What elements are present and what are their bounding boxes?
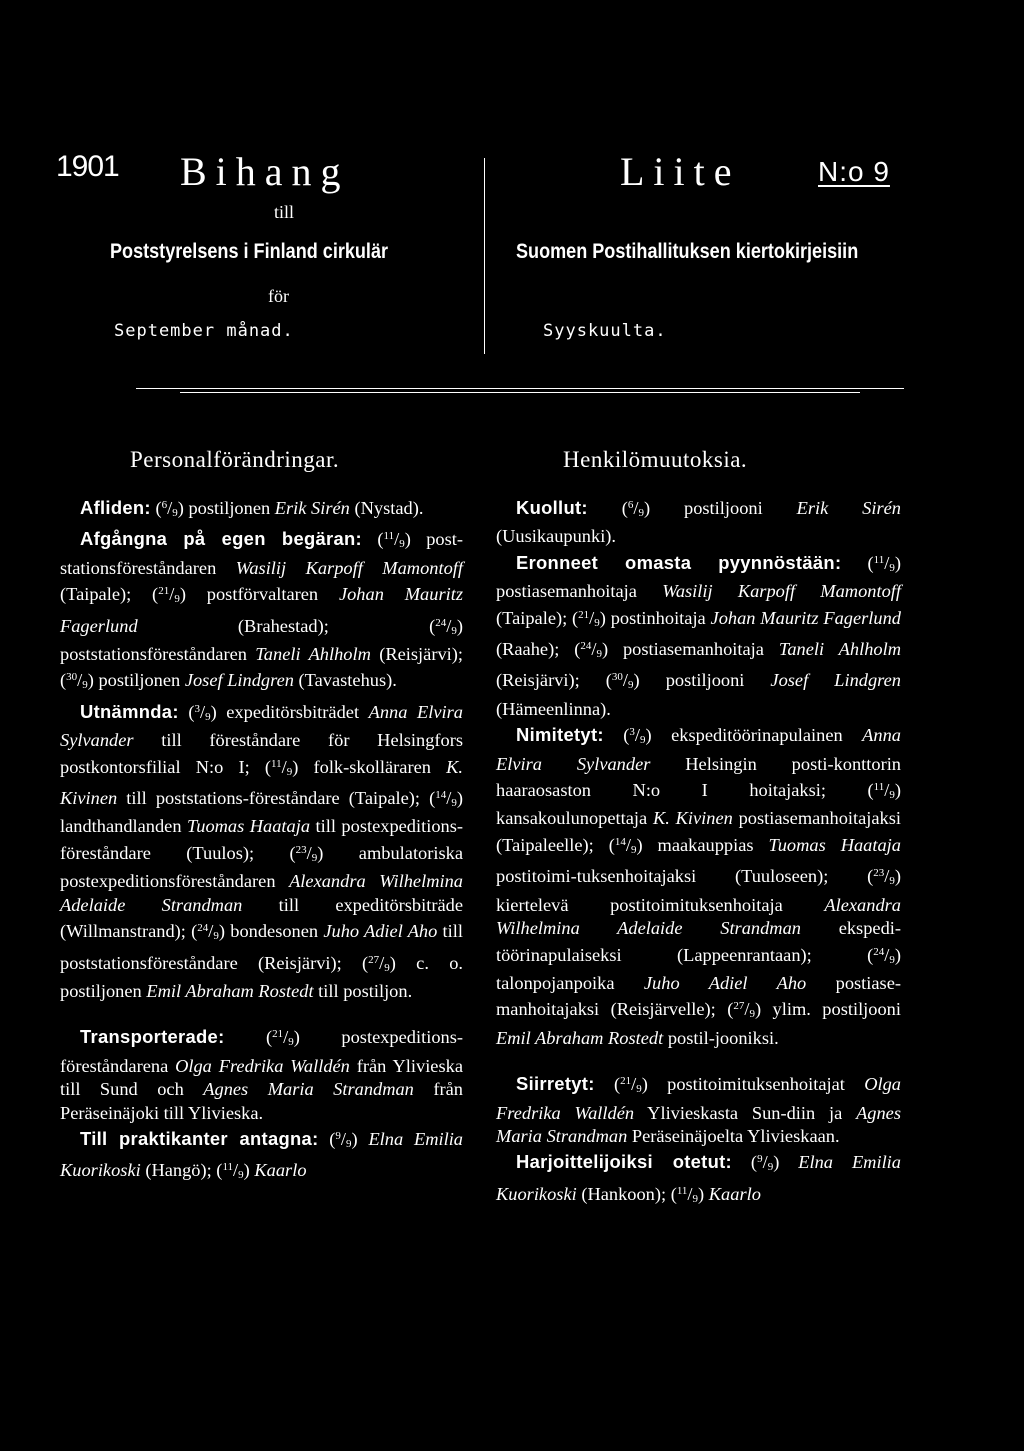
text-run: /: [622, 670, 629, 691]
text-run: /: [634, 725, 641, 746]
text-run: ) postinhoitaja: [599, 607, 711, 628]
date-month: 9: [692, 1192, 699, 1205]
date-month: 9: [594, 616, 600, 629]
text-run: från Peräseinäjoki till Ylivieska.: [60, 1079, 463, 1123]
person-name: Johan Mauritz Fagerlund: [60, 584, 463, 636]
entry-label: Harjoittelijoiksi otetut:: [516, 1151, 732, 1173]
person-name: Anna Elvira Sylvander: [496, 725, 901, 774]
date-day: 30: [611, 671, 623, 684]
org-swedish: Poststyrelsens i Finland cirkulär: [110, 240, 389, 263]
text-run: /: [633, 498, 639, 518]
date-month: 9: [889, 875, 895, 888]
text-run: (Raahe); (: [496, 639, 581, 660]
text-run: ) postiljooni: [633, 670, 771, 691]
text-run: ) postitoimituksenhoitajat: [641, 1074, 865, 1095]
text-run: postiase-manhoitajaksi (Reisjärvelle); (: [496, 972, 901, 1020]
person-name: Tuomas Haataja: [768, 834, 901, 855]
text-run: Peräseinäjoelta Ylivieskaan.: [627, 1125, 840, 1146]
date-day: 27: [368, 953, 380, 966]
year: 1901: [56, 150, 119, 183]
fi-paragraph-appointed: [496, 721, 901, 1050]
text-run: (Reisjärvi); (: [60, 644, 463, 691]
entry-label: Nimitetyt:: [516, 724, 604, 746]
text-run: ) kiertelevä postitoimituksenhoitaja: [496, 866, 901, 915]
text-run: /: [77, 670, 83, 691]
sv-paragraph-deceased: [60, 494, 463, 525]
text-run: (: [594, 1074, 621, 1095]
date-month: 9: [451, 797, 457, 810]
date-day: 14: [614, 835, 626, 848]
text-run: ) kansakoulunopettaja: [496, 780, 901, 829]
text-run: /: [446, 788, 452, 809]
date-day: 9: [335, 1129, 341, 1142]
text-run: ) postförvaltaren: [179, 584, 339, 605]
date-month: 9: [889, 789, 895, 802]
text-run: till föreståndare för Helsingfors postkontorsfilial N:o I; (: [60, 730, 463, 777]
person-name: Anna Elvira Sylvander: [60, 701, 463, 751]
text-run: /: [687, 1183, 693, 1204]
person-name: Agnes Maria Strandman: [496, 1102, 902, 1146]
text-run: (Uusikaupunki).: [496, 526, 617, 547]
date-month: 9: [286, 765, 293, 778]
date-month: 9: [205, 710, 211, 723]
text-run: /: [884, 780, 890, 801]
text-run: till poststations-föreståndare (Taipale); (: [117, 788, 436, 809]
date-day: 23: [295, 843, 307, 856]
text-run: /: [884, 552, 890, 573]
text-run: /: [631, 1074, 637, 1095]
date-month: 9: [384, 961, 390, 974]
date-day: 3: [629, 726, 635, 739]
person-name: Juho Adiel Aho: [323, 921, 438, 942]
person-name: Wasilij Karpoff Mamontoff: [235, 557, 463, 578]
text-run: /: [167, 498, 173, 518]
text-run: från Ylivieska till Sund och: [60, 1055, 463, 1100]
text-run: /: [281, 756, 287, 777]
entry-label: Utnämnda:: [80, 700, 179, 722]
date-month: 9: [346, 1137, 352, 1150]
text-run: (Taipale); (: [60, 584, 159, 605]
date-day: 11: [222, 1161, 234, 1174]
entry-label: Eronneet omasta pyynnöstään:: [516, 551, 842, 573]
date-month: 9: [451, 624, 457, 637]
date-month: 9: [172, 507, 178, 519]
date-day: 11: [873, 553, 885, 566]
text-run: ) ambulatoriska postexpeditionsföreståndaren: [60, 842, 463, 892]
person-name: Kaarlo: [708, 1183, 761, 1204]
text-run: /: [394, 529, 400, 550]
date-month: 9: [288, 1036, 294, 1049]
date-month: 9: [767, 1161, 774, 1174]
swedish-column: [60, 494, 463, 1188]
text-run: /: [446, 615, 452, 636]
text-run: /: [591, 639, 597, 660]
text-run: ): [351, 1128, 369, 1149]
text-run: ) postiljonen: [87, 670, 185, 691]
date-month: 9: [889, 953, 895, 966]
sv-paragraph-appointed: [60, 698, 463, 1003]
date-day: 21: [272, 1028, 284, 1041]
entry-label: Siirretyt:: [516, 1073, 595, 1095]
text-run: ) c. o. postiljonen: [60, 952, 463, 1001]
text-run: /: [884, 866, 890, 887]
date-day: 30: [66, 671, 78, 684]
text-run: ) ylim. postiljooni: [754, 999, 901, 1020]
date-day: 3: [194, 702, 200, 715]
text-run: (: [178, 701, 195, 722]
text-run: ) bondesonen: [218, 921, 324, 942]
text-run: (Nystad).: [349, 498, 424, 518]
person-name: Tuomas Haataja: [187, 816, 311, 837]
text-run: /: [589, 607, 595, 628]
text-run: /: [340, 1128, 347, 1149]
entry-label: Afgångna på egen begäran:: [80, 528, 362, 550]
person-name: Elna Emilia Kuorikoski: [496, 1152, 901, 1204]
section-title-finnish: Henkilömuutoksia.: [563, 447, 748, 472]
text-run: ) ekspeditöörinapulainen: [645, 725, 863, 746]
text-run: (Hankoon); (: [576, 1183, 677, 1204]
text-run: /: [625, 834, 631, 855]
date-month: 9: [628, 679, 634, 692]
entry-label: Kuollut:: [516, 497, 588, 518]
person-name: Wasilij Karpoff Mamontoff: [662, 581, 901, 602]
text-run: ) post-stationsföreståndaren: [60, 529, 463, 578]
header-divider-vertical: [484, 158, 485, 354]
date-day: 24: [580, 640, 592, 653]
date-day: 21: [578, 608, 590, 621]
title-swedish: Bihang: [180, 149, 350, 194]
text-run: /: [762, 1152, 768, 1173]
date-month: 9: [399, 538, 405, 551]
text-run: ) maakauppias: [636, 834, 769, 855]
person-name: Erik Sirén: [274, 498, 350, 518]
date-day: 21: [158, 585, 170, 598]
text-run: (: [150, 498, 162, 518]
text-run: ekspedi-töörinapulaiseksi (Lappeenrantaan); (: [496, 918, 901, 965]
person-name: K. Kivinen: [60, 756, 463, 809]
date-day: 11: [271, 757, 282, 770]
person-name: Erik Sirén: [796, 498, 901, 518]
sv-paragraph-resigned: [60, 525, 463, 697]
date-month: 9: [238, 1169, 244, 1182]
date-month: 9: [596, 648, 602, 661]
text-run: (: [603, 725, 630, 746]
text-run: ) postiasemanhoitaja: [601, 639, 779, 660]
till-label: till: [274, 202, 295, 222]
month-finnish: Syyskuulta.: [543, 321, 667, 341]
section-title-swedish: Personalförändringar.: [130, 447, 340, 472]
date-month: 9: [630, 843, 637, 856]
text-run: postitoimi-tuksenhoitajaksi (Tuuloseen); (: [496, 866, 874, 887]
text-run: (Hämeenlinna).: [496, 698, 611, 719]
person-name: Josef Lindgren: [770, 670, 901, 691]
date-day: 24: [435, 616, 447, 629]
date-day: 6: [161, 499, 168, 511]
text-run: (: [224, 1027, 273, 1048]
date-month: 9: [640, 734, 646, 747]
text-run: till postexpeditions-föreståndare (Tuulos); (: [60, 816, 463, 863]
text-run: (Hangö); (: [140, 1160, 223, 1181]
entry-label: Transporterade:: [80, 1026, 225, 1048]
text-run: (Brahestad); (: [137, 615, 436, 636]
person-name: Agnes Maria Strandman: [203, 1079, 414, 1100]
date-month: 9: [749, 1008, 755, 1021]
person-name: Alexandra Wilhelmina Adelaide Strandman: [60, 871, 463, 915]
person-name: Taneli Ahlholm: [255, 644, 371, 665]
text-run: Helsingin posti-konttorin haaraosaston N:o I hoitajaksi; (: [496, 753, 901, 801]
person-name: Olga Fredrika Walldén: [175, 1055, 350, 1076]
text-run: ) talonpojanpoika: [496, 944, 901, 993]
for-label: för: [268, 286, 289, 306]
fi-paragraph-transferred: [496, 1070, 901, 1148]
date-day: 9: [757, 1153, 763, 1166]
text-run: (: [587, 498, 628, 518]
person-name: Josef Lindgren: [184, 670, 294, 691]
text-run: ) postiljooni: [644, 498, 797, 518]
text-run: (: [731, 1152, 758, 1173]
date-day: 24: [197, 922, 209, 935]
date-day: 14: [435, 789, 447, 802]
date-month: 9: [638, 507, 644, 519]
text-run: /: [306, 842, 312, 863]
header-rule-top: [136, 388, 904, 389]
date-month: 9: [213, 930, 219, 943]
text-run: ) folk-skolläraren: [292, 756, 447, 777]
date-day: 6: [627, 499, 634, 511]
header-rule-bottom: [180, 392, 860, 393]
person-name: K. Kivinen: [652, 808, 733, 829]
text-run: (Tavastehus).: [293, 670, 397, 691]
text-run: /: [744, 999, 750, 1020]
date-day: 11: [676, 1184, 688, 1197]
date-day: 24: [873, 945, 885, 958]
text-run: /: [199, 701, 206, 722]
text-run: /: [169, 584, 175, 605]
person-name: Emil Abraham Rostedt: [496, 1027, 664, 1048]
text-run: /: [233, 1160, 239, 1181]
text-run: ): [698, 1183, 709, 1204]
person-name: Elna Emilia Kuorikoski: [60, 1128, 463, 1181]
text-run: ) poststationsföreståndaren: [60, 615, 463, 665]
title-finnish: Liite: [620, 149, 741, 194]
text-run: /: [283, 1027, 289, 1048]
fi-paragraph-trainees: [496, 1148, 901, 1211]
date-month: 9: [311, 851, 318, 864]
finnish-column: [496, 494, 901, 1211]
text-run: (Taipale); (: [496, 607, 579, 628]
text-run: ) landthandlanden: [60, 788, 463, 837]
text-run: ) postiasemanhoitaja: [496, 552, 901, 602]
person-name: Emil Abraham Rostedt: [146, 980, 314, 1001]
fi-paragraph-resigned: [496, 549, 901, 721]
text-run: till poststationsföreståndare (Reisjärvi); (: [60, 921, 463, 973]
date-day: 21: [620, 1075, 632, 1088]
text-run: postil-jooniksi.: [663, 1027, 779, 1048]
org-finnish: Suomen Postihallituksen kiertokirjeisiin: [516, 240, 859, 263]
text-run: ) postexpeditions-föreståndarena: [60, 1027, 463, 1076]
person-name: Johan Mauritz Fagerlund: [710, 607, 901, 628]
text-run: (: [361, 529, 384, 550]
issue-number: N:o 9: [818, 156, 890, 187]
text-run: (: [841, 552, 874, 573]
text-run: /: [208, 921, 214, 942]
text-run: ) postiljonen: [177, 498, 275, 518]
text-run: Ylivieskasta Sun-diin ja: [634, 1102, 857, 1123]
date-day: 11: [873, 781, 885, 794]
date-month: 9: [174, 593, 180, 606]
date-month: 9: [636, 1083, 642, 1096]
person-name: Kaarlo: [254, 1160, 307, 1181]
text-run: ) expeditörsbiträdet: [210, 701, 369, 722]
date-day: 23: [873, 867, 885, 880]
date-month: 9: [889, 561, 895, 574]
text-run: ): [773, 1152, 799, 1173]
text-run: postiasemanhoitajaksi (Taipaleelle); (: [496, 808, 902, 855]
person-name: Olga Fredrika Walldén: [496, 1074, 901, 1123]
text-run: /: [379, 952, 385, 973]
text-run: ): [243, 1160, 255, 1181]
entry-label: Till praktikanter antagna:: [80, 1127, 319, 1149]
date-day: 27: [733, 1000, 745, 1013]
date-month: 9: [82, 679, 88, 692]
text-run: /: [884, 944, 890, 965]
date-day: 11: [383, 530, 395, 543]
sv-paragraph-trainees: [60, 1125, 463, 1188]
person-name: Alexandra Wilhelmina Adelaide Strandman: [496, 894, 901, 939]
fi-paragraph-deceased: [496, 494, 901, 549]
month-swedish: September månad.: [114, 321, 294, 341]
person-name: Taneli Ahlholm: [778, 639, 901, 660]
sv-paragraph-transferred: [60, 1023, 463, 1125]
person-name: Juho Adiel Aho: [643, 972, 807, 993]
text-run: (Reisjärvi); (: [496, 670, 612, 691]
text-run: till expeditörsbiträde (Willmanstrand); (: [60, 894, 463, 942]
text-run: till postiljon.: [313, 980, 413, 1001]
entry-label: Afliden:: [80, 497, 151, 518]
text-run: (: [318, 1128, 336, 1149]
